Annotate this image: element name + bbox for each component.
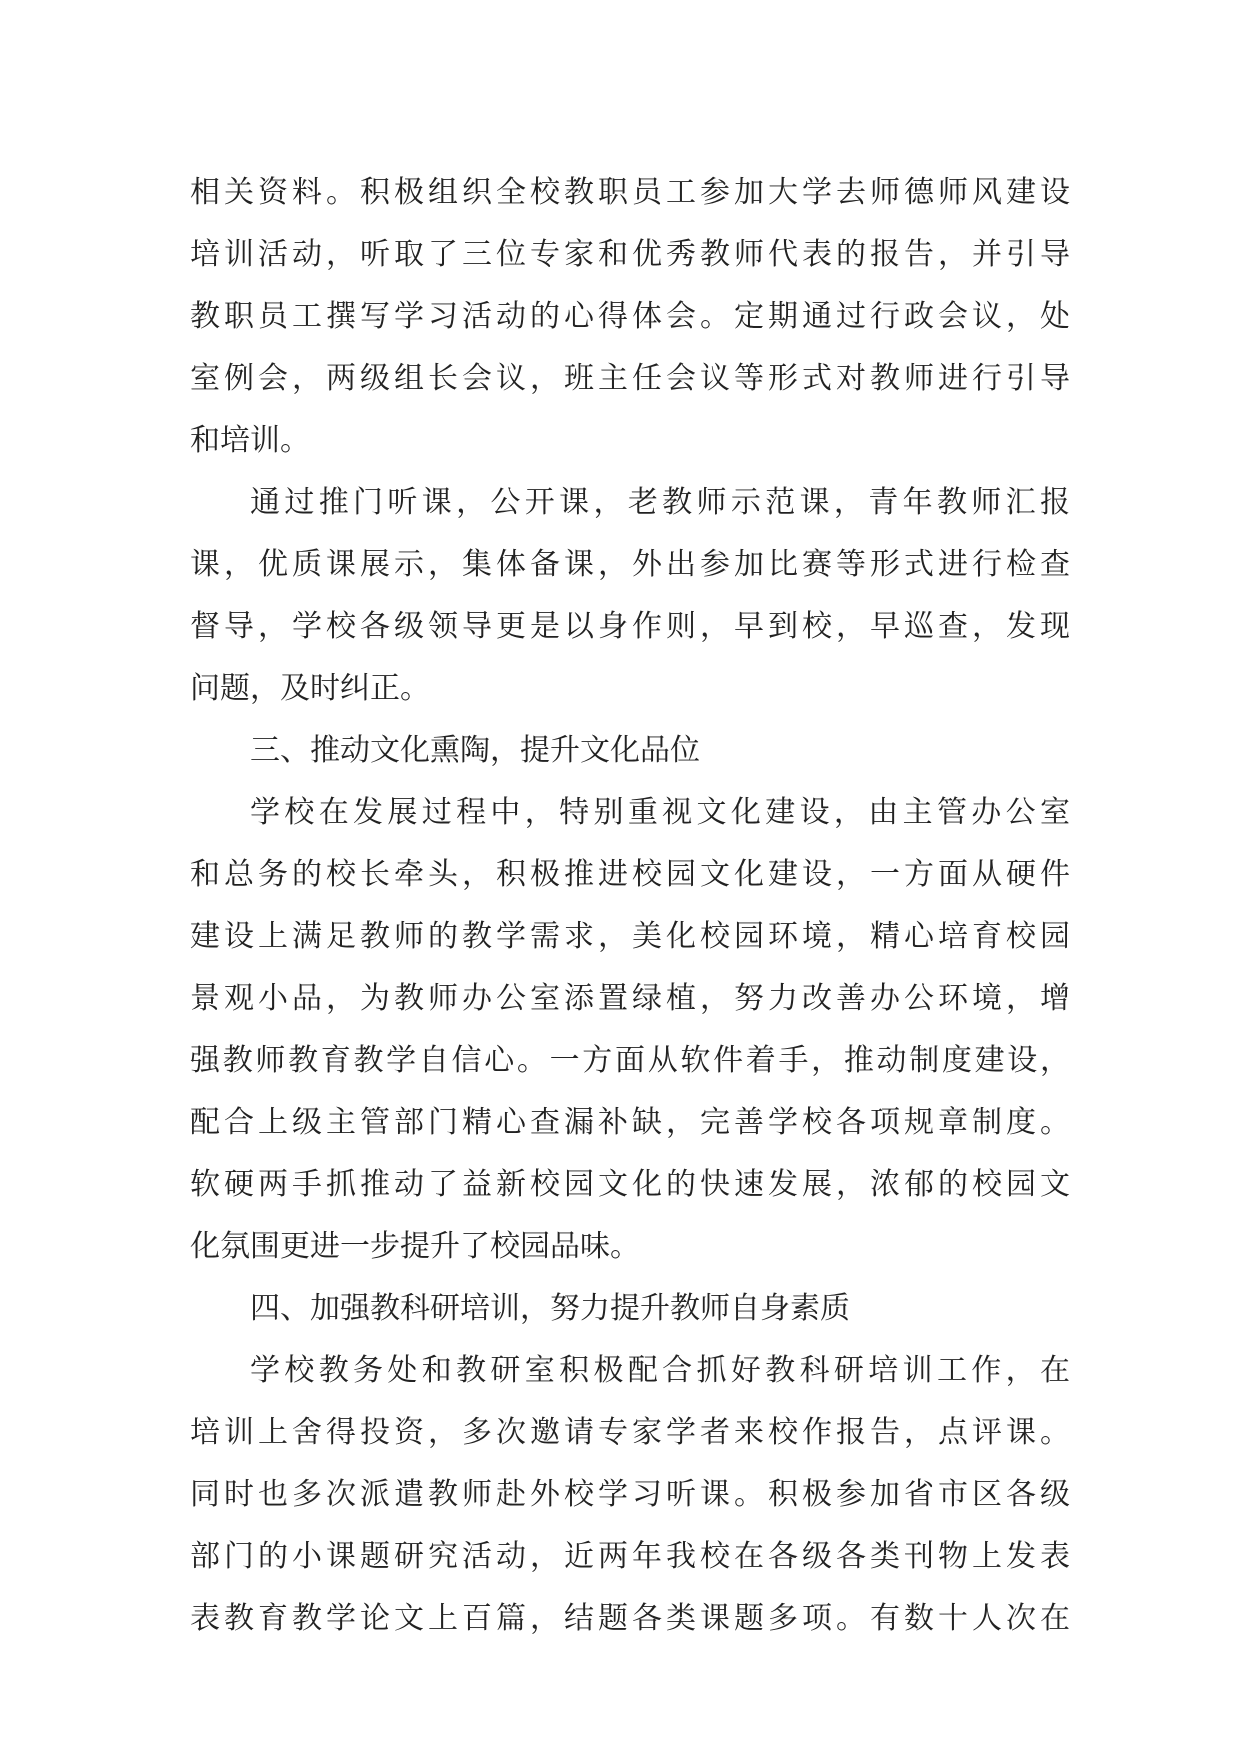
text-line: 表教育教学论文上百篇，结题各类课题多项。有数十人次在 <box>190 1601 1070 1636</box>
text-line: 通过推门听课，公开课，老教师示范课，青年教师汇报 <box>250 485 1070 520</box>
text-line: 培训活动，听取了三位专家和优秀教师代表的报告，并引导 <box>190 237 1070 272</box>
text-line: 软硬两手抓推动了益新校园文化的快速发展，浓郁的校园文 <box>190 1167 1070 1202</box>
text-line: 同时也多次派遣教师赴外校学习听课。积极参加省市区各级 <box>190 1477 1070 1512</box>
text-line: 学校在发展过程中，特别重视文化建设，由主管办公室 <box>250 795 1070 830</box>
text-line: 培训上舍得投资，多次邀请专家学者来校作报告，点评课。 <box>190 1415 1070 1450</box>
text-line: 部门的小课题研究活动，近两年我校在各级各类刊物上发表 <box>190 1539 1070 1574</box>
text-line: 室例会，两级组长会议，班主任会议等形式对教师进行引导 <box>190 361 1070 396</box>
text-line: 配合上级主管部门精心查漏补缺，完善学校各项规章制度。 <box>190 1105 1070 1140</box>
text-line: 相关资料。积极组织全校教职员工参加大学去师德师风建设 <box>190 175 1070 210</box>
text-line: 督导，学校各级领导更是以身作则，早到校，早巡查，发现 <box>190 609 1070 644</box>
document-body <box>190 162 1070 1650</box>
text-line: 课，优质课展示，集体备课，外出参加比赛等形式进行检查 <box>190 547 1070 582</box>
text-line: 和培训。 <box>190 423 310 458</box>
text-line: 三、推动文化熏陶，提升文化品位 <box>250 733 700 768</box>
text-line: 和总务的校长牵头，积极推进校园文化建设，一方面从硬件 <box>190 857 1070 892</box>
text-line: 建设上满足教师的教学需求，美化校园环境，精心培育校园 <box>190 919 1070 954</box>
text-line: 问题，及时纠正。 <box>190 671 430 706</box>
text-line: 强教师教育教学自信心。一方面从软件着手，推动制度建设， <box>190 1043 1070 1078</box>
text-line: 学校教务处和教研室积极配合抓好教科研培训工作，在 <box>250 1353 1070 1388</box>
text-line: 景观小品，为教师办公室添置绿植，努力改善办公环境，增 <box>190 981 1070 1016</box>
text-line: 化氛围更进一步提升了校园品味。 <box>190 1229 640 1264</box>
text-line: 四、加强教科研培训，努力提升教师自身素质 <box>250 1291 850 1326</box>
text-line: 教职员工撰写学习活动的心得体会。定期通过行政会议，处 <box>190 299 1070 334</box>
